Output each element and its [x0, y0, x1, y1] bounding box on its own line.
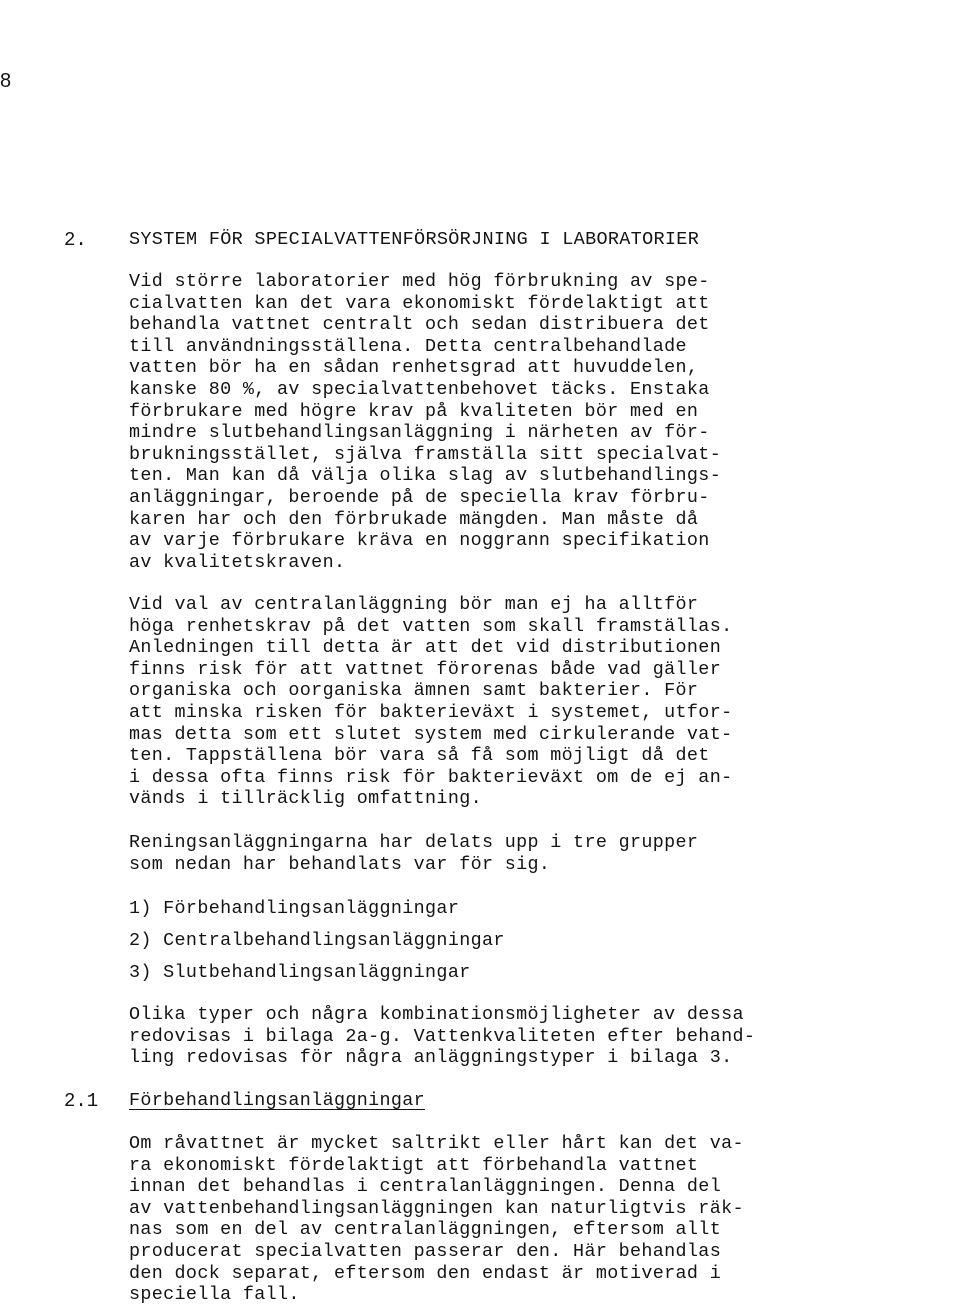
text-line: Vid större laboratorier med hög förbrukning av spe- [129, 271, 710, 292]
text-line: mas detta som ett slutet system med cirkulerande vat- [129, 723, 733, 745]
text-line: ten. Man kan då välja olika slag av slutbehandlings- [129, 465, 722, 487]
text-line: vatten bör ha en sådan renhetsgrad att huvuddelen, [129, 357, 699, 379]
text-line: nas som en del av centralanläggningen, eftersom allt [129, 1219, 722, 1241]
text-line: cialvatten kan det vara ekonomiskt fördelaktigt att [129, 292, 710, 314]
subsection-heading: Förbehandlingsanläggningar [129, 1090, 426, 1111]
text-line: finns risk för att vattnet förorenas både vad gäller [129, 658, 722, 680]
subsection-number: 2.1 [64, 1090, 99, 1112]
text-line: av vattenbehandlingsanläggningen kan naturligtvis räk- [129, 1197, 744, 1219]
text-line: speciella fall. [129, 1284, 300, 1306]
page-number: 8 [0, 70, 12, 92]
list-item: 3) Slutbehandlingsanläggningar [129, 962, 471, 983]
text-line: av kvalitetskraven. [129, 551, 346, 573]
list-item: 1) Förbehandlingsanläggningar [129, 898, 460, 919]
text-line: av varje förbrukare kräva en noggrann specifikation [129, 530, 710, 552]
text-line: Olika typer och några kombinationsmöjligheter av dessa [129, 1004, 744, 1025]
text-line: karen har och den förbrukade mängden. Man måste då [129, 508, 699, 530]
text-line: Anledningen till detta är att det vid distributionen [129, 637, 722, 659]
text-line: Vid val av centralanläggning bör man ej ha alltför [129, 594, 699, 615]
text-line: anläggningar, beroende på de speciella krav förbru- [129, 487, 710, 508]
text-line: organiska och oorganiska ämnen samt bakterier. För [129, 680, 699, 702]
text-line: Om råvattnet är mycket saltrikt eller hårt kan det va- [129, 1133, 744, 1154]
text-line: kanske 80 %, av specialvattenbehovet täcks. Enstaka [129, 379, 710, 400]
text-line: i dessa ofta finns risk för bakterieväxt om de ej an- [129, 766, 733, 788]
text-line: förbrukare med högre krav på kvaliteten bör med en [129, 400, 699, 422]
section-number: 2. [64, 229, 87, 251]
text-line: redovisas i bilaga 2a-g. Vattenkvaliteten efter behand- [129, 1025, 756, 1047]
list-item: 2) Centralbehandlingsanläggningar [129, 930, 505, 951]
text-line: behandla vattnet centralt och sedan distribuera det [129, 314, 710, 336]
text-line: ra ekonomiskt fördelaktigt att förbehandla vattnet [129, 1154, 699, 1176]
text-line: Reningsanläggningarna har delats upp i tre grupper [129, 832, 699, 853]
text-line: ten. Tappställena bör vara så få som möjligt då det [129, 745, 710, 767]
text-line: mindre slutbehandlingsanläggning i närheten av för- [129, 422, 710, 444]
text-line: vänds i tillräcklig omfattning. [129, 788, 482, 810]
section-heading: SYSTEM FÖR SPECIALVATTENFÖRSÖRJNING I LABORATORIER [129, 229, 700, 250]
text-line: brukningsstället, själva framställa sitt specialvat- [129, 443, 722, 465]
text-line: innan det behandlas i centralanläggningen. Denna del [129, 1176, 722, 1198]
text-line: som nedan har behandlats var för sig. [129, 853, 551, 875]
text-line: ling redovisas för några anläggningstyper i bilaga 3. [129, 1047, 733, 1069]
text-line: att minska risken för bakterieväxt i systemet, utfor- [129, 702, 733, 723]
text-line: höga renhetskrav på det vatten som skall framställas. [129, 615, 733, 637]
text-line: producerat specialvatten passerar den. Här behandlas [129, 1241, 722, 1262]
text-line: till användningsställena. Detta centralbehandlade [129, 335, 687, 357]
text-line: den dock separat, eftersom den endast är motiverad i [129, 1262, 722, 1284]
